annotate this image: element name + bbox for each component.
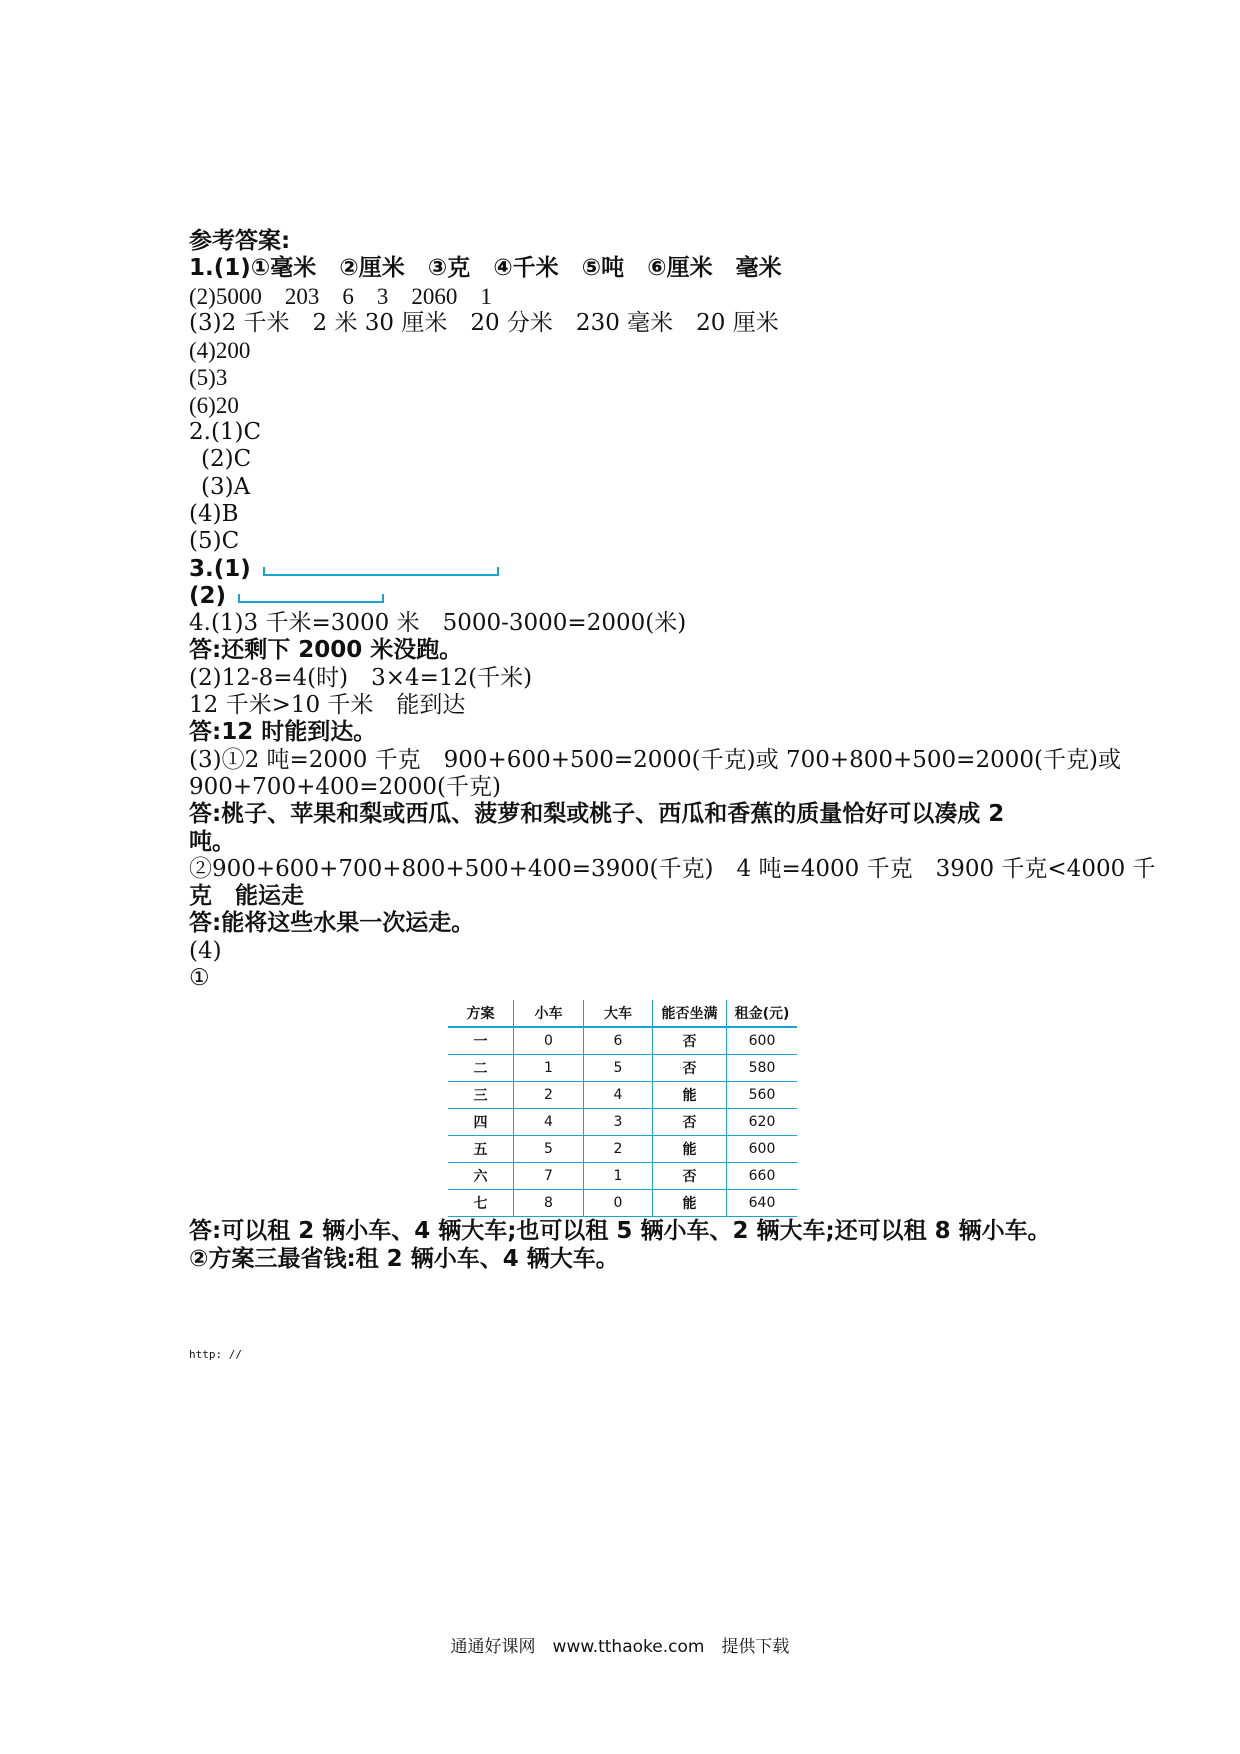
table-cell: 660: [727, 1163, 798, 1190]
table-cell: 560: [727, 1082, 798, 1109]
answer-line: (5)C: [189, 528, 240, 555]
answer-label: 3.(1): [189, 555, 251, 582]
answer-line: 答:能将这些水果一次运走。: [189, 910, 475, 937]
table-cell: 4: [514, 1109, 584, 1136]
table-row: [448, 1190, 797, 1217]
table-row: [448, 1109, 797, 1136]
table-header: 方案: [448, 1000, 514, 1027]
table-header: 租金(元): [727, 1000, 798, 1027]
answer-line: ①: [189, 965, 210, 992]
table-row: [448, 1055, 797, 1082]
table-cell: 能: [653, 1136, 727, 1163]
table-cell: 5: [584, 1055, 653, 1082]
answer-line-segment-1: [189, 556, 1089, 583]
line-segment-drawing: [259, 556, 499, 583]
table-cell: 七: [448, 1190, 514, 1217]
answer-line: (4)200: [189, 338, 251, 364]
table-cell: 六: [448, 1163, 514, 1190]
table-cell: 5: [514, 1136, 584, 1163]
rental-plan-table-wrap: [448, 1000, 797, 1217]
footer-url: http: //: [189, 1348, 242, 1361]
answer-line: (3)A: [201, 473, 251, 500]
table-cell: 8: [514, 1190, 584, 1217]
table-header: 能否坐满: [653, 1000, 727, 1027]
table-body: [448, 1027, 797, 1217]
table-cell: 2: [584, 1136, 653, 1163]
answer-line: (3)2 千米 2 米 30 厘米 20 分米 230 毫米 20 厘米: [189, 309, 779, 336]
table-cell: 一: [448, 1027, 514, 1055]
table-cell: 1: [514, 1055, 584, 1082]
line-segment-drawing: [234, 583, 384, 610]
answer-line: ②900+600+700+800+500+400=3900(千克) 4 吨=4000 千克 3900 千克<4000 千: [189, 855, 1156, 882]
answer-line: (2)5000 203 6 3 2060 1: [189, 283, 492, 309]
answer-line: 4.(1)3 千米=3000 米 5000-3000=2000(米): [189, 610, 687, 637]
table-row: [448, 1136, 797, 1163]
answer-line: (5)3: [189, 365, 228, 391]
answer-line: 2.(1)C: [189, 419, 262, 446]
table-cell: 否: [653, 1163, 727, 1190]
table-cell: 四: [448, 1109, 514, 1136]
answer-line: 答:12 时能到达。: [189, 719, 377, 746]
answer-line: (4)B: [189, 500, 239, 527]
answer-line: ②方案三最省钱:租 2 辆小车、4 辆大车。: [189, 1245, 619, 1272]
table-cell: 640: [727, 1190, 798, 1217]
table-cell: 620: [727, 1109, 798, 1136]
table-cell: 2: [514, 1082, 584, 1109]
table-cell: 600: [727, 1027, 798, 1055]
answer-line: 900+700+400=2000(千克): [189, 773, 501, 800]
table-cell: 0: [514, 1027, 584, 1055]
table-header: 大车: [584, 1000, 653, 1027]
table-row: [448, 1082, 797, 1109]
answer-line: 1.(1)①毫米 ②厘米 ③克 ④千米 ⑤吨 ⑥厘米 毫米: [189, 255, 782, 282]
table-cell: 二: [448, 1055, 514, 1082]
answer-line: 克 能运走: [189, 883, 304, 910]
answer-line: 吨。: [189, 828, 235, 855]
table-cell: 否: [653, 1109, 727, 1136]
answers-heading: 参考答案:: [189, 228, 291, 254]
table-cell: 否: [653, 1027, 727, 1055]
table-cell: 600: [727, 1136, 798, 1163]
table-cell: 3: [584, 1109, 653, 1136]
table-cell: 0: [584, 1190, 653, 1217]
answer-line: 12 千米>10 千米 能到达: [189, 692, 466, 719]
table-cell: 4: [584, 1082, 653, 1109]
table-cell: 否: [653, 1055, 727, 1082]
answer-line: 答:可以租 2 辆小车、4 辆大车;也可以租 5 辆小车、2 辆大车;还可以租 8 辆小车。: [189, 1218, 1051, 1245]
answer-label: (2): [189, 583, 227, 610]
table-cell: 三: [448, 1082, 514, 1109]
answer-line: 答:桃子、苹果和梨或西瓜、菠萝和梨或桃子、西瓜和香蕉的质量恰好可以凑成 2: [189, 801, 1005, 828]
table-cell: 580: [727, 1055, 798, 1082]
answer-line: (3)①2 吨=2000 千克 900+600+500=2000(千克)或 700+800+500=2000(千克)或: [189, 746, 1121, 773]
answer-line-segment-2: [189, 583, 1089, 610]
answer-line: (6)20: [189, 392, 239, 418]
table-row: [448, 1027, 797, 1055]
table-cell: 1: [584, 1163, 653, 1190]
table-row: [448, 1163, 797, 1190]
table-cell: 五: [448, 1136, 514, 1163]
answer-line: (2)12-8=4(时) 3×4=12(千米): [189, 664, 533, 691]
table-cell: 能: [653, 1082, 727, 1109]
table-cell: 能: [653, 1190, 727, 1217]
page-footer: 通通好课网 www.tthaoke.com 提供下载: [450, 1637, 790, 1657]
table-header-row: [448, 1000, 797, 1027]
answer-line: 答:还剩下 2000 米没跑。: [189, 637, 463, 664]
table-cell: 7: [514, 1163, 584, 1190]
answer-line: (4): [189, 937, 222, 964]
table-header: 小车: [514, 1000, 584, 1027]
rental-plan-table: [448, 1000, 797, 1217]
answer-line: (2)C: [201, 446, 252, 473]
table-cell: 6: [584, 1027, 653, 1055]
